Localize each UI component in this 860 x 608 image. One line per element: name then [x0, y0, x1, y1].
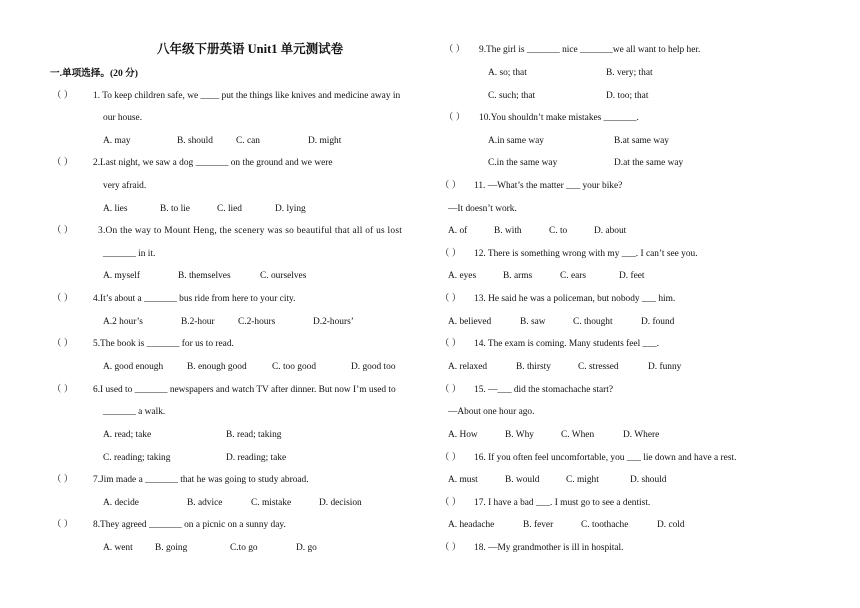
option-d[interactable]: D. should: [630, 475, 667, 485]
option-b[interactable]: B. should: [177, 136, 213, 146]
question-stem: 16. If you often feel uncomfortable, you ___ lie down and have a rest.: [474, 453, 737, 463]
question-stem: 10.You shouldn’t make mistakes _______.: [479, 113, 639, 123]
question-stem: 12. There is something wrong with my ___. I can’t see you.: [474, 249, 698, 259]
option-c[interactable]: C. stressed: [578, 362, 619, 372]
answer-bracket[interactable]: （ ）: [440, 181, 462, 191]
answer-bracket[interactable]: （ ）: [52, 385, 74, 395]
option-a[interactable]: A. believed: [448, 317, 492, 327]
option-a[interactable]: A. of: [448, 226, 468, 236]
option-d[interactable]: D. reading; take: [226, 453, 287, 463]
option-b[interactable]: B. saw: [520, 317, 546, 327]
question-stem: 15. —___ did the stomachache start?: [474, 385, 614, 395]
option-a[interactable]: A. may: [103, 136, 131, 146]
question-stem: 6.I used to _______ newspapers and watch TV after dinner. But now I’m used to: [93, 385, 396, 395]
answer-bracket[interactable]: （ ）: [440, 543, 462, 553]
option-d[interactable]: D. about: [594, 226, 627, 236]
option-c[interactable]: C. might: [566, 475, 599, 485]
option-c[interactable]: C. lied: [217, 204, 242, 214]
question-continuation: —It doesn’t work.: [448, 204, 517, 214]
option-c[interactable]: C. ears: [560, 271, 587, 281]
option-c[interactable]: C. reading; taking: [103, 453, 171, 463]
question-continuation: _______ in it.: [103, 249, 156, 259]
option-c[interactable]: C. When: [561, 430, 595, 440]
option-d[interactable]: D. decision: [319, 498, 362, 508]
option-c[interactable]: C.in the same way: [488, 158, 558, 168]
option-a[interactable]: A. read; take: [103, 430, 152, 440]
option-a[interactable]: A. so; that: [488, 68, 527, 78]
answer-bracket[interactable]: （ ）: [52, 294, 74, 304]
option-b[interactable]: B. arms: [503, 271, 533, 281]
option-d[interactable]: D.2-hours’: [313, 317, 354, 327]
option-d[interactable]: D.at the same way: [614, 158, 684, 168]
answer-bracket[interactable]: （ ）: [444, 113, 466, 123]
option-b[interactable]: B. read; taking: [226, 430, 282, 440]
option-b[interactable]: B. thirsty: [516, 362, 551, 372]
option-d[interactable]: D. good too: [351, 362, 396, 372]
option-b[interactable]: B. would: [505, 475, 540, 485]
option-a[interactable]: A.in same way: [488, 136, 544, 146]
question-continuation: —About one hour ago.: [448, 407, 535, 417]
option-c[interactable]: C. ourselves: [260, 271, 307, 281]
question-stem: 1. To keep children safe, we ____ put the things like knives and medicine away in: [93, 91, 401, 101]
page-title: 八年级下册英语 Unit1 单元测试卷: [157, 42, 344, 56]
option-a[interactable]: A. decide: [103, 498, 139, 508]
option-a[interactable]: A. eyes: [448, 271, 477, 281]
option-a[interactable]: A. must: [448, 475, 478, 485]
question-stem: 4.It’s about a _______ bus ride from here to your city.: [93, 294, 296, 304]
option-b[interactable]: B.at same way: [614, 136, 669, 146]
option-a[interactable]: A. went: [103, 543, 133, 553]
option-b[interactable]: B. themselves: [178, 271, 231, 281]
option-d[interactable]: D. feet: [619, 271, 645, 281]
question-stem: 17. I have a bad ___. I must go to see a dentist.: [474, 498, 651, 508]
option-c[interactable]: C.to go: [230, 543, 258, 553]
option-b[interactable]: B. enough good: [187, 362, 247, 372]
answer-bracket[interactable]: （ ）: [440, 498, 462, 508]
answer-bracket[interactable]: （ ）: [440, 339, 462, 349]
option-d[interactable]: D. lying: [275, 204, 306, 214]
answer-bracket[interactable]: （ ）: [52, 475, 74, 485]
section-heading: 一.单项选择。(20 分): [50, 68, 138, 79]
option-a[interactable]: A. good enough: [103, 362, 164, 372]
question-stem: 11. —What’s the matter ___ your bike?: [474, 181, 623, 191]
option-a[interactable]: A. myself: [103, 271, 140, 281]
option-d[interactable]: D. go: [296, 543, 317, 553]
answer-bracket[interactable]: （ ）: [52, 226, 74, 236]
question-continuation: our house.: [103, 113, 143, 123]
option-c[interactable]: C. to: [549, 226, 568, 236]
answer-bracket[interactable]: （ ）: [440, 453, 462, 463]
option-d[interactable]: D. cold: [657, 520, 685, 530]
answer-bracket[interactable]: （ ）: [444, 45, 466, 55]
question-stem: 13. He said he was a policeman, but nobody ___ him.: [474, 294, 676, 304]
answer-bracket[interactable]: （ ）: [52, 520, 74, 530]
option-a[interactable]: A. lies: [103, 204, 128, 214]
option-b[interactable]: B.2-hour: [181, 317, 215, 327]
question-stem: 3.On the way to Mount Heng, the scenery was so beautiful that all of us lost: [98, 226, 403, 236]
option-b[interactable]: B. fever: [523, 520, 554, 530]
option-b[interactable]: B. advice: [187, 498, 223, 508]
option-d[interactable]: D. found: [641, 317, 675, 327]
answer-bracket[interactable]: （ ）: [440, 249, 462, 259]
option-b[interactable]: B. going: [155, 543, 188, 553]
question-stem: 18. —My grandmother is ill in hospital.: [474, 543, 624, 553]
answer-bracket[interactable]: （ ）: [52, 91, 74, 101]
option-c[interactable]: C.2-hours: [238, 317, 276, 327]
option-c[interactable]: C. mistake: [251, 498, 292, 508]
option-b[interactable]: B. with: [494, 226, 522, 236]
question-stem: 7.Jim made a _______ that he was going to study abroad.: [93, 475, 309, 485]
option-b[interactable]: B. to lie: [160, 204, 190, 214]
question-stem: 14. The exam is coming. Many students feel ___.: [474, 339, 659, 349]
option-d[interactable]: D. too; that: [606, 91, 649, 101]
question-stem: 9.The girl is _______ nice _______we all want to help her.: [479, 45, 701, 55]
answer-bracket[interactable]: （ ）: [440, 385, 462, 395]
option-a[interactable]: A. relaxed: [448, 362, 488, 372]
question-stem: 5.The book is _______ for us to read.: [93, 339, 234, 349]
answer-bracket[interactable]: （ ）: [52, 339, 74, 349]
question-stem: 2.Last night, we saw a dog _______ on the ground and we were: [93, 158, 333, 168]
option-a[interactable]: A.2 hour’s: [103, 317, 143, 327]
option-c[interactable]: C. can: [236, 136, 260, 146]
option-b[interactable]: B. very; that: [606, 68, 653, 78]
question-continuation: _______ a walk.: [103, 407, 166, 417]
option-d[interactable]: D. funny: [648, 362, 682, 372]
option-c[interactable]: C. such; that: [488, 91, 536, 101]
option-a[interactable]: A. How: [448, 430, 478, 440]
option-c[interactable]: C. too good: [272, 362, 317, 372]
option-c[interactable]: C. toothache: [581, 520, 629, 530]
option-d[interactable]: D. might: [308, 136, 342, 146]
option-a[interactable]: A. headache: [448, 520, 495, 530]
option-b[interactable]: B. Why: [505, 430, 534, 440]
option-c[interactable]: C. thought: [573, 317, 613, 327]
answer-bracket[interactable]: （ ）: [440, 294, 462, 304]
question-continuation: very afraid.: [103, 181, 147, 191]
option-d[interactable]: D. Where: [623, 430, 660, 440]
question-stem: 8.They agreed _______ on a picnic on a sunny day.: [93, 520, 286, 530]
answer-bracket[interactable]: （ ）: [52, 158, 74, 168]
